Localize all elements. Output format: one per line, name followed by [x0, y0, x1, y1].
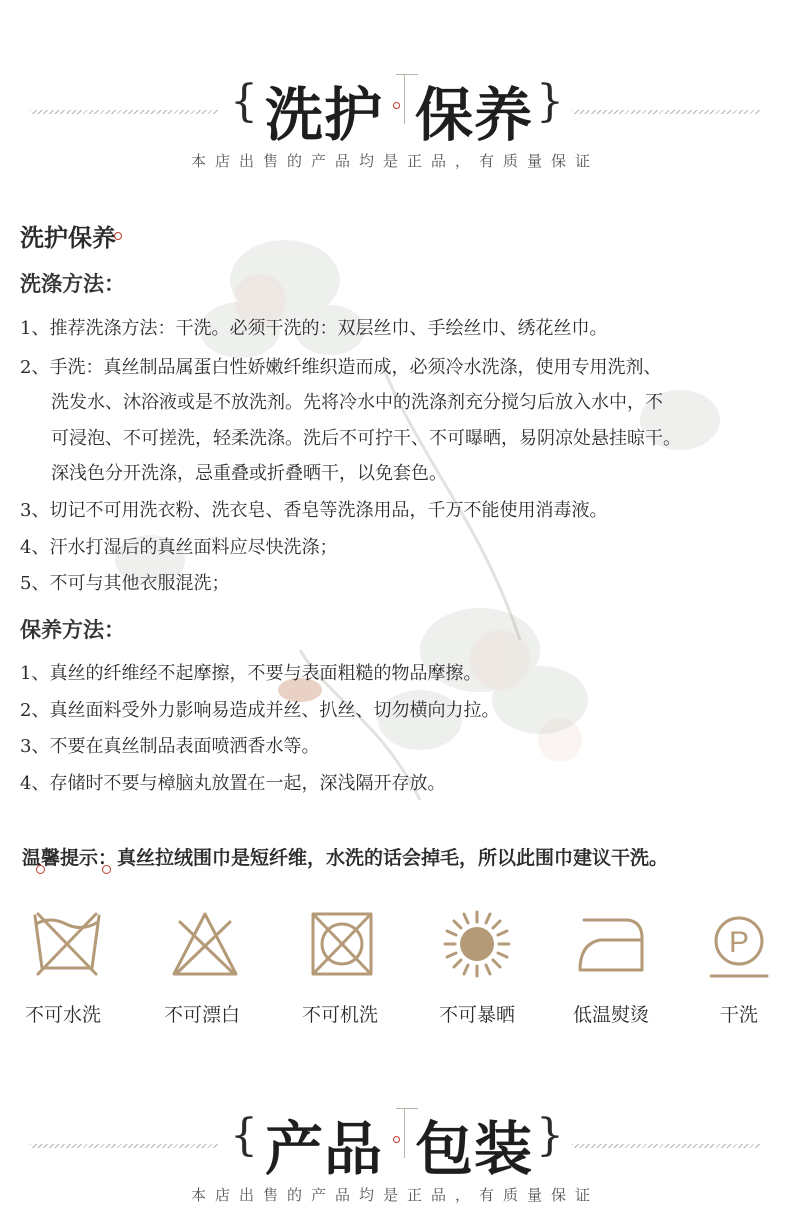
decorative-line-left — [30, 1144, 218, 1148]
maintenance-item: 3、不要在真丝制品表面喷洒香水等。 — [20, 736, 320, 757]
care-label: 不可暴晒 — [438, 1004, 515, 1026]
decorative-line-right — [572, 110, 760, 114]
warm-tip — [22, 843, 668, 870]
decorative-line-right — [572, 1144, 760, 1148]
no-water-wash-icon — [32, 908, 102, 980]
decorative-line-left — [30, 110, 218, 114]
section-header-care — [0, 78, 790, 188]
maintenance-item: 1、真丝的纤维经不起摩擦，不要与表面粗糙的物品摩擦。 — [20, 663, 482, 684]
warm-tip-label — [22, 847, 117, 869]
section-title-part2: 包装 — [415, 1115, 534, 1183]
washing-item: 1、推荐洗涤方法：干洗。必须干洗的：双层丝巾、手绘丝巾、绣花丝巾。 — [20, 318, 608, 339]
section-title-part2: 保养 — [415, 81, 534, 149]
care-label: 不可漂白 — [163, 1004, 240, 1026]
section-title-part1: 洗护 — [265, 81, 384, 149]
red-dot-ornament — [393, 1136, 400, 1143]
left-brace: { — [230, 76, 258, 127]
washing-item: 3、切记不可用洗衣粉、洗衣皂、香皂等洗涤用品，千万不能使用消毒液。 — [20, 500, 608, 521]
red-circle-ornament — [114, 232, 122, 240]
cross-ornament — [404, 1108, 405, 1158]
section-title-part1: 产品 — [265, 1115, 384, 1183]
dry-clean-icon — [705, 908, 775, 980]
no-sun-dry-icon — [442, 908, 512, 980]
svg-text:P: P — [728, 926, 750, 959]
washing-item: 深浅色分开洗涤，忌重叠或折叠晒干，以免套色。 — [51, 463, 447, 484]
low-temp-iron-icon — [576, 908, 646, 980]
right-brace: } — [536, 76, 564, 127]
no-bleach-icon — [170, 908, 240, 980]
washing-item: 2、手洗：真丝制品属蛋白性娇嫩纤维织造而成，必须冷水洗涤，使用专用洗剂、 — [20, 357, 662, 378]
red-dot-ornament — [393, 102, 400, 109]
maintenance-item: 4、存储时不要与樟脑丸放置在一起，深浅隔开存放。 — [20, 773, 446, 794]
right-brace: } — [536, 1110, 564, 1161]
washing-item: 4、汗水打湿后的真丝面料应尽快洗涤； — [20, 537, 338, 558]
warm-tip-label-text: 温馨提示： — [22, 847, 118, 869]
care-label: 低温熨烫 — [572, 1004, 649, 1026]
maintenance-method-title: 保养方法： — [20, 617, 125, 642]
care-heading — [20, 218, 122, 253]
section-subtitle: 本店出售的产品均是正品，有质量保证 — [190, 1186, 599, 1204]
care-label: 不可水洗 — [24, 1004, 101, 1026]
left-brace: { — [230, 1110, 258, 1161]
cross-ornament — [404, 74, 405, 124]
care-label: 不可机洗 — [301, 1004, 378, 1026]
washing-method-title: 洗涤方法： — [20, 271, 125, 296]
washing-item: 可浸泡、不可搓洗，轻柔洗涤。洗后不可拧干、不可曝晒，易阴凉处悬挂晾干。 — [51, 428, 681, 449]
maintenance-item: 2、真丝面料受外力影响易造成并丝、扒丝、切勿横向力拉。 — [20, 700, 500, 721]
section-header-packaging — [0, 1112, 790, 1222]
red-circle-ornament — [36, 865, 45, 874]
care-heading-text: 洗护保养 — [20, 223, 116, 252]
care-label: 干洗 — [719, 1004, 758, 1026]
warm-tip-text: 真丝拉绒围巾是短纤维，水洗的话会掉毛，所以此围巾建议干洗。 — [117, 847, 669, 869]
red-circle-ornament — [102, 865, 111, 874]
section-subtitle: 本店出售的产品均是正品，有质量保证 — [190, 152, 599, 170]
no-machine-wash-icon — [307, 908, 377, 980]
washing-item: 洗发水、沐浴液或是不放洗剂。先将冷水中的洗涤剂充分搅匀后放入水中，不 — [51, 392, 663, 413]
washing-item: 5、不可与其他衣服混洗； — [20, 573, 230, 594]
